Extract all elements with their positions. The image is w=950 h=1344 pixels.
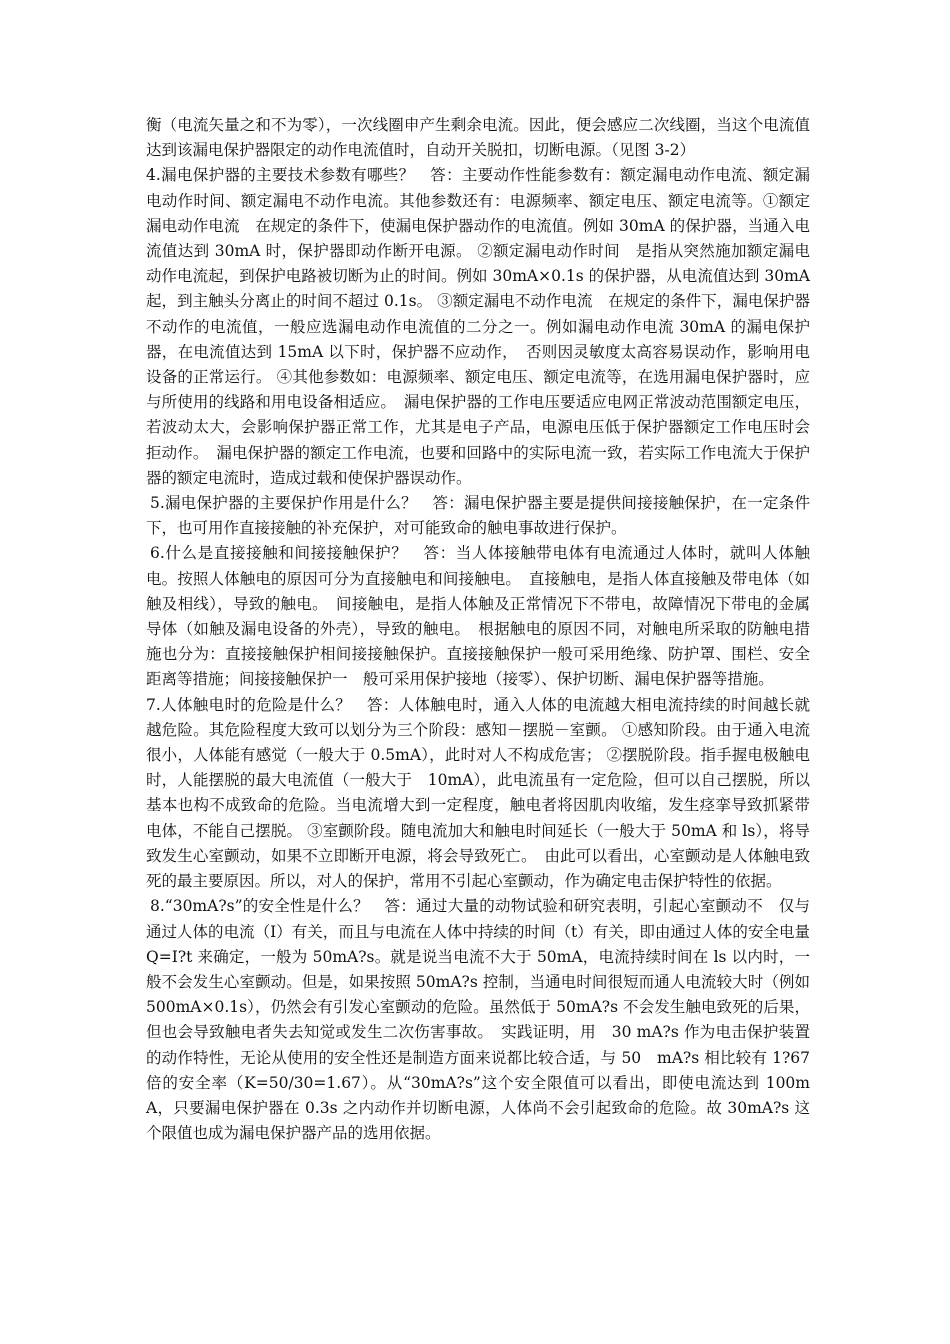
paragraph-question-4: 4.漏电保护器的主要技术参数有哪些？ 答：主要动作性能参数有：额定漏电动作电流、额定漏电动作时间、额定漏电不动作电流。其他参数还有：电源频率、额定电压、额定电流等。①额定漏电动作电流 在规定的条件下，使漏电保护器动作的电流值。例如 30mA 的保护器，当通入电流值达到 30mA 时，保护器即动作断开电源。 ②额定漏电动作时间 是指从突然施加额定漏电动作电流起，到保护电路被切断为止的时间。例如 30mA×0.1s 的保护器，从电流值达到 30mA 起，到主触头分离止的时间不超过 0.1s。 ③额定漏电不动作电流 在规定的条件下，漏电保护器不动作的电流值，一般应选漏电动作电流值的二分之一。例如漏电动作电流 30mA 的漏电保护器，在电流值达到 15mA 以下时，保护器不应动作， 否则因灵敏度太高容易误动作，影响用电设备的正常运行。 ④其他参数如：电源频率、额定电压、额定电流等，在选用漏电保护器时，应与所使用的线路和用电设备相适应。 漏电保护器的工作电压要适应电网正常波动范围额定电压，若波动太大，会影响保护器正常工作，尤其是电子产品，电源电压低于保护器额定工作电压时会拒动作。 漏电保护器的额定工作电流，也要和回路中的实际电流一致，若实际工作电流大于保护器的额定电流时，造成过载和使保护器误动作。: [146, 166, 810, 487]
document-body: [146, 113, 810, 1146]
paragraph-continuation: 衡（电流矢量之和不为零），一次线圈申产生剩余电流。因此，便会感应二次线圈，当这个电流值达到该漏电保护器限定的动作电流值时，自动开关脱扣，切断电源。（见图 3-2）: [146, 116, 810, 160]
paragraph-question-6: 6.什么是直接接触和间接接触保护？ 答：当人体接触带电体有电流通过人体时，就叫人体触电。按照人体触电的原因可分为直接触电和间接触电。 直接触电，是指人体直接触及带电体（如触及相线），导致的触电。 间接触电，是指人体触及正常情况下不带电，故障情况下带电的金属导体（如触及漏电设备的外壳），导致的触电。 根据触电的原因不同，对触电所采取的防触电措施也分为：直接接触保护相间接接触保护。直接接触保护一般可采用绝缘、防护罩、围栏、安全距离等措施；间接接触保护一 般可采用保护接地（接零）、保护切断、漏电保护器等措施。: [146, 544, 810, 689]
paragraph-question-5: 5.漏电保护器的主要保护作用是什么？ 答：漏电保护器主要是提供间接接触保护，在一定条件下，也可用作直接接触的补充保护，对可能致命的触电事故进行保护。: [146, 494, 810, 538]
paragraph-question-8: 8.“30mA?s”的安全性是什么？ 答：通过大量的动物试验和研究表明，引起心室颤动不 仅与通过人体的电流（I）有关，而且与电流在人体中持续的时间（t）有关，即由通过人体的安全电量 Q=I?t 来确定，一般为 50mA?s。就是说当电流不大于 50mA，电流持续时间在 ls 以内时，一般不会发生心室颤动。但是，如果按照 50mA?s 控制，当通电时间很短而通人电流较大时（例如 500mA×0.1s），仍然会有引发心室颤动的危险。虽然低于 50mA?s 不会发生触电致死的后果，但也会导致触电者失去知觉或发生二次伤害事故。 实践证明，用 30 mA?s 作为电击保护装置的动作特性，无论从使用的安全性还是制造方面来说都比较合适，与 50 mA?s 相比较有 1?67 倍的安全率（K=50/30=1.67）。从“30mA?s”这个安全限值可以看出，即使电流达到 100mA，只要漏电保护器在 0.3s 之内动作并切断电源，人体尚不会引起致命的危险。故 30mA?s 这个限值也成为漏电保护器产品的选用依据。: [146, 897, 810, 1143]
paragraph-question-7: 7.人体触电时的危险是什么？ 答：人体触电时，通入人体的电流越大相电流持续的时间越长就越危险。其危险程度大致可以划分为三个阶段：感知－摆脱－室颤。 ①感知阶段。由于通入电流很小，人体能有感觉（一般大于 0.5mA），此时对人不构成危害； ②摆脱阶段。指手握电极触电时，人能摆脱的最大电流值（一般大于 10mA），此电流虽有一定危险，但可以自己摆脱，所以基本也构不成致命的危险。当电流增大到一定程度，触电者将因肌肉收缩，发生痉挛导致抓紧带电体，不能自己摆脱。 ③室颤阶段。随电流加大和触电时间延长（一般大于 50mA 和 ls），将导致发生心室颤动，如果不立即断开电源，将会导致死亡。 由此可以看出，心室颤动是人体触电致死的最主要原因。所以，对人的保护，常用不引起心室颤动，作为确定电击保护特性的依据。: [146, 695, 810, 891]
